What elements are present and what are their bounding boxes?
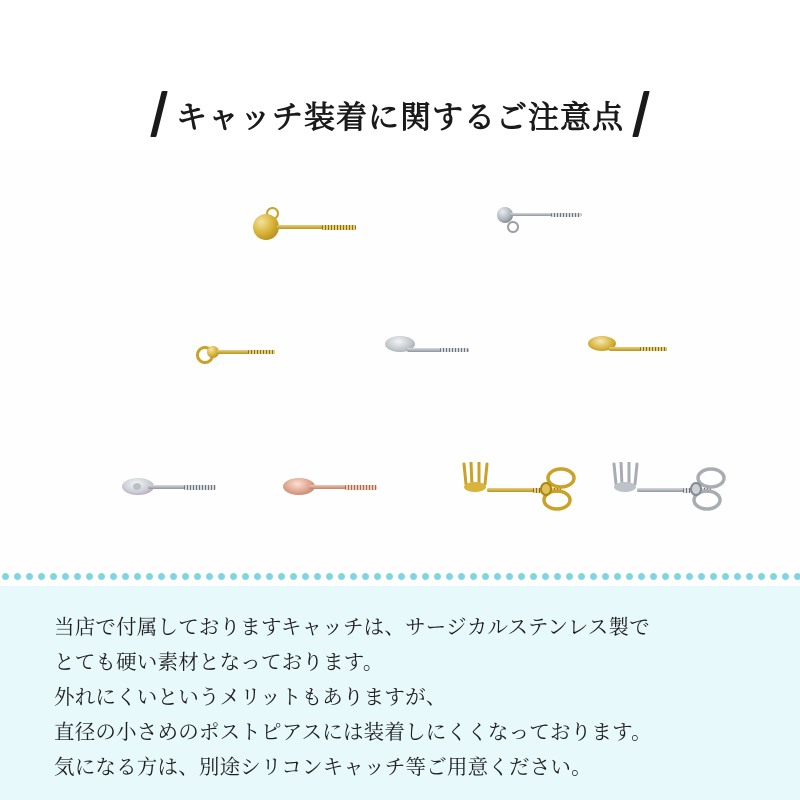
divider-dot <box>458 573 465 580</box>
divider-dot <box>410 573 417 580</box>
slash-left-icon <box>150 91 167 137</box>
post-threads <box>345 485 377 490</box>
divider-dot <box>674 573 681 580</box>
divider-dot <box>218 573 225 580</box>
divider-dot <box>182 573 189 580</box>
divider-dot <box>770 573 777 580</box>
divider-dot <box>362 573 369 580</box>
divider-dot <box>398 573 405 580</box>
divider-dot <box>2 573 9 580</box>
divider-dot <box>530 573 537 580</box>
divider-dot <box>782 573 789 580</box>
divider-dot <box>38 573 45 580</box>
divider-dot <box>314 573 321 580</box>
divider-dot <box>98 573 105 580</box>
post-threads <box>440 348 468 353</box>
divider-dot <box>326 573 333 580</box>
divider-dot <box>62 573 69 580</box>
silver-prong-setting-post-with-catch <box>605 462 755 522</box>
divider-dot <box>230 573 237 580</box>
divider-dot <box>194 573 201 580</box>
gold-flat-pad-post <box>588 336 678 366</box>
loop-ring <box>507 221 519 233</box>
divider-dot <box>566 573 573 580</box>
divider-dot <box>698 573 705 580</box>
gold-small-post-with-loop <box>196 336 286 368</box>
note-line: とても硬い素材となっております。 <box>54 650 384 674</box>
post-threads <box>184 485 216 490</box>
divider-dot <box>422 573 429 580</box>
divider-dot <box>266 573 273 580</box>
silver-flat-pad-post <box>385 336 475 366</box>
note-line: 気になる方は、別途シリコンキャッチ等ご用意ください。 <box>54 755 592 779</box>
post-threads <box>640 347 666 352</box>
divider-dot <box>506 573 513 580</box>
divider-dot <box>554 573 561 580</box>
note-line: 外れにくいというメリットもありますが、 <box>54 685 447 709</box>
silver-ball-post-with-loop <box>495 205 605 251</box>
page-title-text: キャッチ装着に関するご注意点 <box>176 99 624 136</box>
post-threads <box>248 350 275 355</box>
divider-dot <box>14 573 21 580</box>
divider-dot <box>338 573 345 580</box>
divider-dot <box>290 573 297 580</box>
divider-dot <box>650 573 657 580</box>
divider-dot <box>494 573 501 580</box>
ball-bead <box>253 214 279 240</box>
divider-dot <box>146 573 153 580</box>
divider-dot <box>110 573 117 580</box>
divider-dot <box>278 573 285 580</box>
divider-dot <box>50 573 57 580</box>
divider-dot <box>374 573 381 580</box>
divider-dot <box>386 573 393 580</box>
divider-dot <box>26 573 33 580</box>
note-line: 当店で付属しておりますキャッチは、サージカルステンレス製で <box>54 615 650 639</box>
divider-dot <box>758 573 765 580</box>
divider-dot <box>710 573 717 580</box>
divider-dot <box>434 573 441 580</box>
note-panel <box>0 586 800 800</box>
divider-dot <box>446 573 453 580</box>
product-photo-collage <box>0 150 800 570</box>
divider-dot <box>86 573 93 580</box>
divider-dot <box>542 573 549 580</box>
butterfly-catch <box>527 466 583 514</box>
divider-dot <box>626 573 633 580</box>
dotted-divider <box>0 573 800 581</box>
gold-prong-setting-post-with-catch <box>455 462 605 522</box>
divider-dot <box>134 573 141 580</box>
divider-dot <box>686 573 693 580</box>
butterfly-catch <box>677 466 733 514</box>
divider-dot <box>482 573 489 580</box>
divider-dot <box>734 573 741 580</box>
divider-dot <box>590 573 597 580</box>
divider-dot <box>206 573 213 580</box>
divider-dot <box>602 573 609 580</box>
slash-right-icon <box>632 91 649 137</box>
divider-dot <box>614 573 621 580</box>
divider-dot <box>74 573 81 580</box>
divider-dot <box>350 573 357 580</box>
page-title <box>0 84 800 144</box>
divider-dot <box>662 573 669 580</box>
divider-dot <box>746 573 753 580</box>
divider-dot <box>254 573 261 580</box>
divider-dot <box>518 573 525 580</box>
silver-round-pad-post <box>122 475 222 505</box>
post-threads <box>322 225 356 230</box>
divider-dot <box>158 573 165 580</box>
note-line: 直径の小さめのポストピアスには装着しにくくなっております。 <box>54 720 652 744</box>
rose-gold-flat-pad-post <box>283 475 383 505</box>
divider-dot <box>722 573 729 580</box>
divider-dot <box>170 573 177 580</box>
pad-center-dot <box>133 483 141 490</box>
divider-dot <box>794 573 800 580</box>
divider-dot <box>302 573 309 580</box>
divider-dot <box>242 573 249 580</box>
divider-dot <box>470 573 477 580</box>
gold-ball-post-with-loop <box>250 205 370 255</box>
divider-dot <box>578 573 585 580</box>
divider-dot <box>638 573 645 580</box>
divider-dot <box>122 573 129 580</box>
post-threads <box>551 213 581 217</box>
